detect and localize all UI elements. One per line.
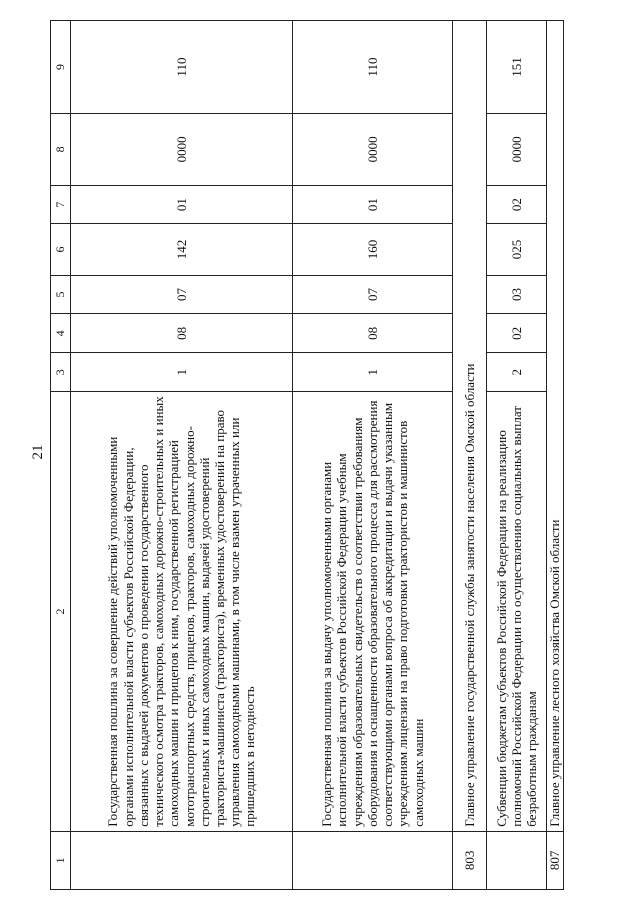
code-classification-cell: 110 — [71, 21, 293, 114]
code-group-cell: 1 — [71, 353, 293, 392]
code-article-cell: 07 — [71, 275, 293, 314]
code-subgroup-cell: 02 — [487, 314, 547, 353]
admin-code-cell: 803 — [453, 831, 487, 889]
table-row — [293, 21, 453, 890]
code-program-cell: 0000 — [293, 114, 453, 186]
header-cell-3: 3 — [51, 353, 71, 392]
code-group-cell: 2 — [487, 353, 547, 392]
header-cell-4: 4 — [51, 314, 71, 353]
code-program-cell: 0000 — [487, 114, 547, 186]
header-cell-1: 1 — [51, 831, 71, 889]
code-element-cell: 01 — [71, 185, 293, 224]
table-row — [71, 21, 293, 890]
header-cell-6: 6 — [51, 224, 71, 275]
page-number: 21 — [30, 444, 46, 460]
code-classification-cell: 151 — [487, 21, 547, 114]
description-cell: Государственная пошлина за выдачу уполномоченными органами исполнительной власти субъектов Российской Федерации учебным учреждениям образовательных свидетельств о соответствии требованиям оборудования и оснащенности образовательного процесса для рассмотрения соответствующими органами вопроса об аккредитации и выдачи указанным учреждениям лицензии на право подготовки трактористов и машинистов самоходных машин — [293, 392, 453, 832]
budget-classification-table — [50, 20, 564, 890]
description-cell: Главное управление лесного хозяйства Омской области — [547, 21, 564, 832]
table-row — [547, 21, 564, 890]
header-cell-2: 2 — [51, 392, 71, 832]
rotated-table-container — [50, 20, 562, 890]
header-row — [51, 21, 71, 890]
table-row — [487, 21, 547, 890]
header-cell-9: 9 — [51, 21, 71, 114]
header-cell-5: 5 — [51, 275, 71, 314]
admin-code-cell — [293, 831, 453, 889]
code-element-cell: 01 — [293, 185, 453, 224]
description-cell: Главное управление государственной службы занятости населения Омской области — [453, 21, 487, 832]
code-program-cell: 0000 — [71, 114, 293, 186]
header-cell-7: 7 — [51, 185, 71, 224]
table-row — [453, 21, 487, 890]
code-article-cell: 07 — [293, 275, 453, 314]
description-cell: Субвенции бюджетам субъектов Российской Федерации на реализацию полномочий Российской Федерации по осуществлению социальных выплат безработным гражданам — [487, 392, 547, 832]
code-subgroup-cell: 08 — [293, 314, 453, 353]
code-subgroup-cell: 08 — [71, 314, 293, 353]
code-article-cell: 03 — [487, 275, 547, 314]
code-subarticle-cell: 160 — [293, 224, 453, 275]
admin-code-cell — [71, 831, 293, 889]
code-subarticle-cell: 142 — [71, 224, 293, 275]
admin-code-cell — [487, 831, 547, 889]
description-cell: Государственная пошлина за совершение действий уполномоченными органами исполнительной власти субъектов Российской Федерации, связанных с выдачей документов о проведении государственного технического осмотра тракторов, самоходных дорожно-строительных и иных самоходных машин и прицепов к ним, государственной регистрацией мототранспортных средств, прицепов, тракторов, самоходных дорожно-строительных и иных самоходных машин, выдачей удостоверений тракториста-машиниста (тракториста), временных удостоверений на право управления самоходными машинами, в том числе взамен утраченных или пришедших в негодность — [71, 392, 293, 832]
code-classification-cell: 110 — [293, 21, 453, 114]
admin-code-cell: 807 — [547, 831, 564, 889]
code-element-cell: 02 — [487, 185, 547, 224]
code-group-cell: 1 — [293, 353, 453, 392]
header-cell-8: 8 — [51, 114, 71, 186]
code-subarticle-cell: 025 — [487, 224, 547, 275]
